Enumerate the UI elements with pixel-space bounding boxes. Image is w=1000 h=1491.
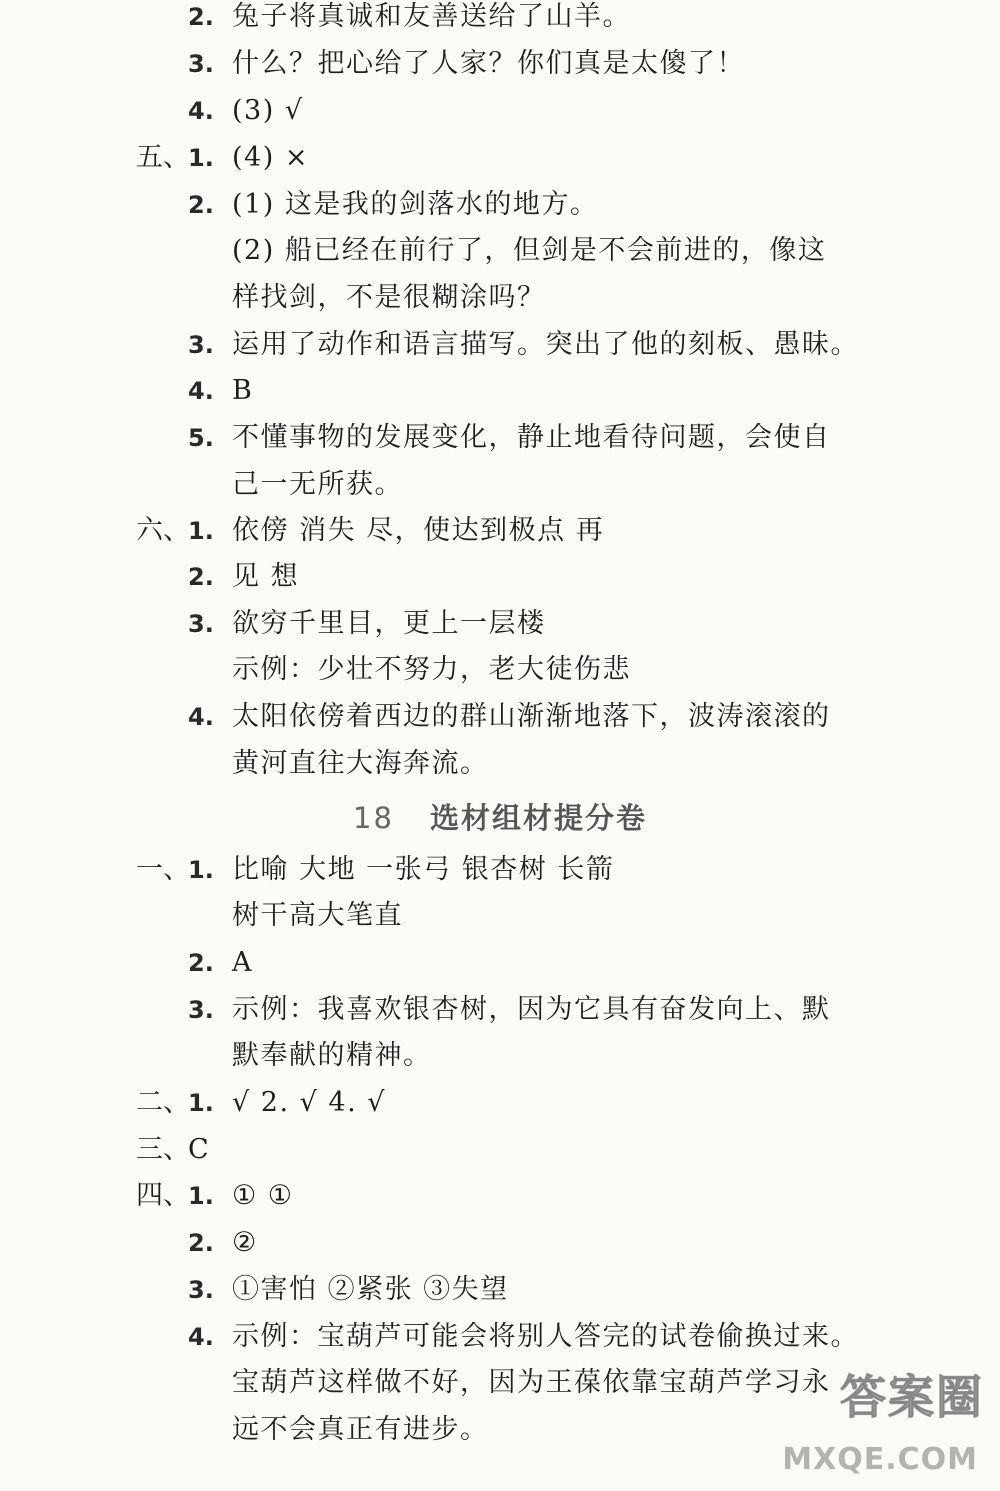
section-label: 二、 (136, 1087, 190, 1118)
answer-text: 远不会真正有进步。 (232, 1414, 489, 1445)
item-number: 2. (188, 191, 214, 219)
answer-text: B (232, 375, 254, 406)
item-number: 1. (188, 1182, 214, 1210)
item-number: 3. (188, 50, 214, 78)
answer-text: 默奉献的精神。 (232, 1040, 432, 1071)
answer-text: 己一无所获。 (232, 469, 403, 500)
answer-text: 黄河直往大海奔流。 (232, 748, 489, 779)
answer-text: (2) 船已经在前行了，但剑是不会前进的，像这 (232, 235, 827, 266)
answer-text: (3) √ (232, 95, 304, 126)
item-number: 4. (188, 703, 214, 731)
answer-text: 依傍 消失 尽，使达到极点 再 (232, 515, 605, 546)
item-number: 4. (188, 377, 214, 405)
item-number: 2. (188, 3, 214, 31)
watermark-logo (782, 1361, 984, 1481)
answer-text: ①害怕 ②紧张 ③失望 (232, 1274, 509, 1305)
answer-text: C (188, 1134, 211, 1165)
section-label: 五、 (136, 142, 190, 173)
answer-text: 比喻 大地 一张弓 银杏树 长箭 (232, 854, 615, 885)
item-number: 1. (188, 144, 214, 172)
answer-text: 不懂事物的发展变化，静止地看待问题，会使自 (232, 422, 831, 453)
item-number: 2. (188, 563, 214, 591)
answer-text: 什么？把心给了人家？你们真是太傻了！ (232, 48, 745, 79)
answer-text: A (232, 947, 253, 978)
answer-text: 兔子将真诚和友善送给了山羊。 (232, 1, 631, 32)
heading-number: 18 (353, 801, 394, 835)
answer-text: 宝葫芦这样做不好，因为王葆依靠宝葫芦学习永 (232, 1367, 831, 1398)
answer-text: 运用了动作和语言描写。突出了他的刻板、愚昧。 (232, 329, 859, 360)
section-label: 六、 (136, 515, 190, 546)
item-number: 2. (188, 1229, 214, 1257)
section-label: 三、 (136, 1134, 190, 1165)
answer-text: 树干高大笔直 (232, 900, 403, 931)
answer-text: 示例：少壮不努力，老大徒伤悲 (232, 654, 631, 685)
answer-text: 示例：宝葫芦可能会将别人答完的试卷偷换过来。 (232, 1321, 859, 1352)
answer-text: (4) × (232, 142, 309, 173)
watermark-url: MXQE.COM (782, 1442, 978, 1477)
item-number: 1. (188, 517, 214, 545)
heading-title: 选材组材提分卷 (429, 801, 647, 835)
item-number: 4. (188, 1323, 214, 1351)
item-number: 2. (188, 949, 214, 977)
watermark-chinese: 答案圈 (840, 1370, 984, 1424)
item-number: 3. (188, 996, 214, 1024)
answer-text: ② (232, 1227, 258, 1258)
answer-text: 见 想 (232, 561, 300, 592)
item-number: 4. (188, 97, 214, 125)
item-number: 3. (188, 1276, 214, 1304)
section-label: 四、 (136, 1180, 190, 1211)
answer-text: 太阳依傍着西边的群山渐渐地落下，波涛滚滚的 (232, 701, 831, 732)
answer-text: 示例：我喜欢银杏树，因为它具有奋发向上、默 (232, 994, 831, 1025)
item-number: 5. (188, 424, 214, 452)
answer-text: √ 2. √ 4. √ (232, 1087, 386, 1118)
item-number: 1. (188, 1089, 214, 1117)
item-number: 1. (188, 856, 214, 884)
section-heading (0, 793, 1000, 843)
item-number: 3. (188, 331, 214, 359)
answer-text: 欲穷千里目，更上一层楼 (232, 608, 546, 639)
section-label: 一、 (136, 854, 190, 885)
answer-text: (1) 这是我的剑落水的地方。 (232, 189, 599, 220)
item-number: 3. (188, 610, 214, 638)
answer-text: ① ① (232, 1180, 294, 1211)
answer-text: 样找剑，不是很糊涂吗？ (232, 282, 546, 313)
